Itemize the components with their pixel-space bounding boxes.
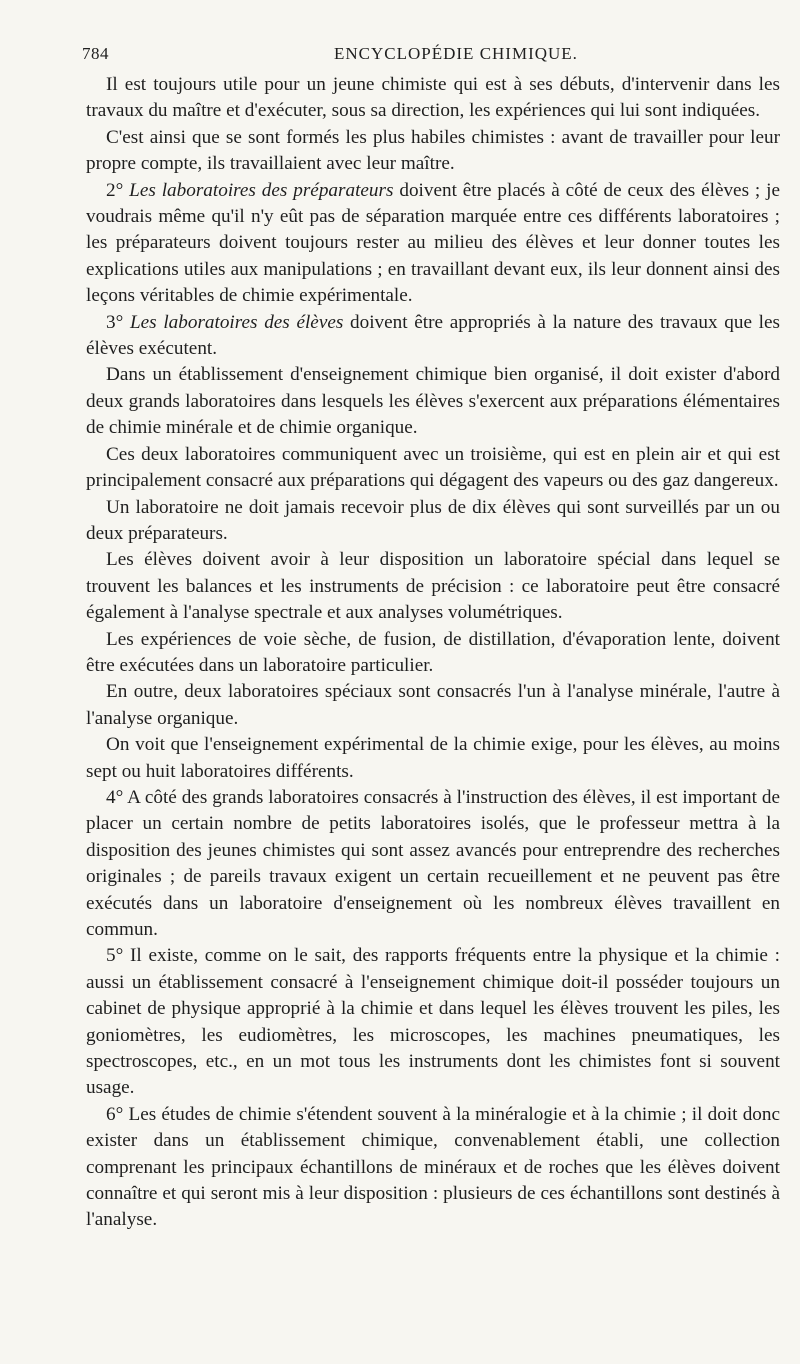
- paragraph: 3° Les laboratoires des élèves doivent être appropriés à la nature des travaux que les élèves exécutent.: [86, 311, 780, 360]
- paragraph: En outre, deux laboratoires spéciaux sont consacrés l'un à l'analyse minérale, l'autre à l'analyse organique.: [86, 681, 780, 729]
- paragraph: Dans un établissement d'enseignement chimique bien organisé, il doit exister d'abord deux grands laboratoires dans lesquels les élèves s'exercent aux préparations élémentaires de chimie minérale et de chimie organique.: [86, 364, 780, 439]
- paragraph: On voit que l'enseignement expérimental de la chimie exige, pour les élèves, au moins sept ou huit laboratoires différents.: [86, 734, 780, 782]
- paragraph: Un laboratoire ne doit jamais recevoir plus de dix élèves qui sont surveillés par un ou deux préparateurs.: [86, 496, 780, 544]
- paragraph: Les élèves doivent avoir à leur disposition un laboratoire spécial dans lequel se trouvent les balances et les instruments de précision : ce laboratoire peut être consacré également à l'analyse spectrale et aux analyses volumétriques.: [86, 549, 780, 624]
- body-text: [86, 72, 780, 1234]
- item-number: 4°: [106, 786, 124, 808]
- paragraph: 5° Il existe, comme on le sait, des rapports fréquents entre la physique et la chimie : aussi un établissement consacré à l'enseignement chimique doit-il posséder toujours un cabinet de physique approprié à la chimie et dans lequel les élèves trouvent les piles, les goniomètres, les eudiomètres, les microscopes, les machines pneumatiques, les spectroscopes, etc., en un mot tous les instruments dont les chimistes font si souvent usage.: [86, 945, 780, 1099]
- item-heading: Les laboratoires des préparateurs: [129, 179, 394, 201]
- item-number: 6°: [106, 1103, 124, 1125]
- page-number: 784: [82, 44, 109, 63]
- paragraph: Les expériences de voie sèche, de fusion, de distillation, d'évaporation lente, doivent être exécutées dans un laboratoire particulier.: [86, 628, 780, 676]
- paragraph: 6° Les études de chimie s'étendent souvent à la minéralogie et à la chimie ; il doit donc exister dans un établissement chimique, convenablement établi, une collection comprenant les principaux échantillons de minéraux et de roches que les élèves doivent connaître et qui seront mis à leur disposition : plusieurs de ces échantillons sont destinés à l'analyse.: [86, 1103, 780, 1231]
- paragraph: Ces deux laboratoires communiquent avec un troisième, qui est en plein air et qui est principalement consacré aux préparations qui dégagent des vapeurs ou des gaz dangereux.: [86, 443, 780, 492]
- item-number: 2°: [106, 179, 124, 201]
- paragraph: 2° Les laboratoires des préparateurs doivent être placés à côté de ceux des élèves ; je voudrais même qu'il n'y eût pas de séparation marquée entre ces différents laboratoires ; les préparateurs doivent toujours rester au milieu des élèves et leur donner toutes les explications utiles aux manipulations ; en travaillant devant eux, ils leur donnent ainsi des leçons véritables de chimie expérimentale.: [86, 179, 780, 307]
- item-number: 5°: [106, 945, 124, 967]
- item-heading: Les laboratoires des élèves: [129, 311, 344, 333]
- running-head: ENCYCLOPÉDIE CHIMIQUE.: [334, 44, 578, 63]
- paragraph: Il est toujours utile pour un jeune chimiste qui est à ses débuts, d'intervenir dans les travaux du maître et d'exécuter, sous sa direction, les expériences qui lui sont indiquées.: [86, 74, 780, 122]
- paragraph: C'est ainsi que se sont formés les plus habiles chimistes : avant de travailler pour leur propre compte, ils travaillaient avec leur maître.: [86, 126, 780, 175]
- paragraph: 4° A côté des grands laboratoires consacrés à l'instruction des élèves, il est important de placer un certain nombre de petits laboratoires isolés, que le professeur mettra à la disposition des jeunes chimistes qui sont assez avancés pour entreprendre des recherches originales ; de pareils travaux exigent un certain recueillement et ne peuvent pas être exécutés dans un laboratoire d'enseignement où les nombreux élèves travaillent en commun.: [86, 786, 780, 940]
- item-number: 3°: [106, 311, 124, 333]
- page-header: [82, 44, 780, 70]
